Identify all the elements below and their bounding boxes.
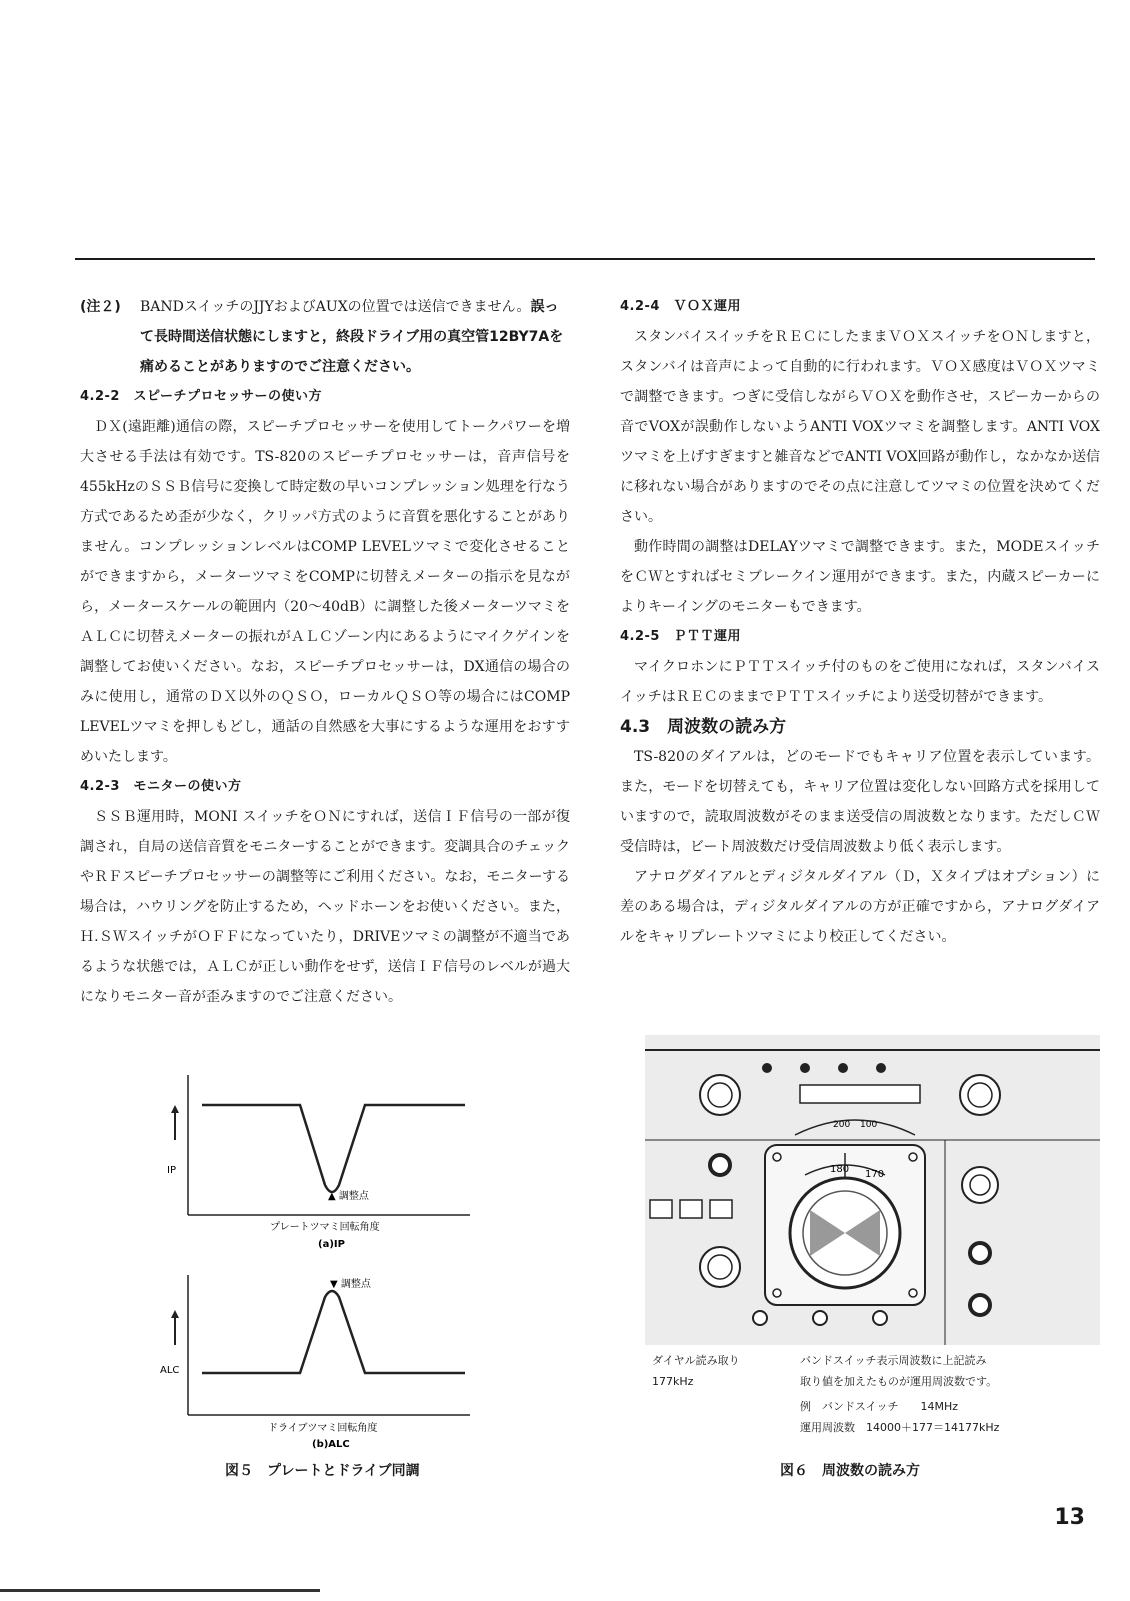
dial-170: 170 xyxy=(865,1169,885,1180)
figure-5 xyxy=(160,1075,480,1485)
scale-100: 100 xyxy=(860,1120,878,1130)
knob-right-a xyxy=(970,1243,990,1263)
figure-6-caption: 図６ 周波数の読み方 xyxy=(780,1463,920,1479)
alc-x-label: ドライブツマミ回転角度 xyxy=(268,1423,378,1434)
ip-adjust-marker: ▲ 調整点 xyxy=(328,1191,369,1202)
example-label: 例 バンドスイッチ xyxy=(800,1400,899,1413)
knob-small-left xyxy=(710,1155,730,1175)
dial-reading xyxy=(652,1350,740,1392)
alc-adjust-marker: ▼ 調整点 xyxy=(330,1279,371,1290)
switch-2 xyxy=(680,1200,702,1218)
bottom-edge xyxy=(0,1589,320,1592)
left-column xyxy=(80,292,570,1012)
ip-x-label: プレートツマミ回転角度 xyxy=(270,1222,380,1233)
body-4-3-p2: アナログダイアルとディジタルダイアル（Ｄ，Ｘタイプはオプション）に差のある場合は，ディジタルダイアルの方が正確ですから，アナログダイアルをキャリプレートツマミにより校正してください。 xyxy=(620,869,1100,945)
note-text: BANDスイッチのJJYおよびAUXの位置では送信できません。 xyxy=(140,299,531,315)
frequency-note-line2: 取り値を加えたものが運用周波数です。 xyxy=(800,1375,998,1388)
ip-y-label: IP xyxy=(167,1165,176,1176)
frequency-note-line1: バンドスイッチ表示周波数に上記読み xyxy=(800,1354,987,1367)
heading-4-2-2: 4.2-2 スピーチプロセッサーの使い方 xyxy=(80,389,322,404)
note-warning: 誤って長時間送信状態にしますと，終段ドライブ用の真空管12BY7Aを痛めることがありますのでご注意ください。 xyxy=(140,299,564,375)
lamp-3 xyxy=(838,1063,848,1073)
body-4-2-4-p2: 動作時間の調整はDELAYツマミで調整できます。また，MODEスイッチをＣＷとすればセミブレークイン運用ができます。また，内蔵スピーカーによりキーイングのモニターもできます。 xyxy=(620,539,1100,615)
note-label: (注２) xyxy=(80,299,121,315)
lamp-4 xyxy=(876,1063,886,1073)
top-rule xyxy=(75,258,1095,260)
body-4-2-2: ＤＸ(遠距離)通信の際，スピーチプロセッサーを使用してトークパワーを増大させる手法は有効です。TS-820のスピーチプロセッサーは，音声信号を455kHzのＳＳＢ信号に変換して時定数の早いコンプレッション処理を行なう方式であるため歪が少なく，クリッパ方式のように音質を悪化することがありません。コンプレッションレベルはCOMP LEVELツマミで変化させることができますから，メーターツマミをCOMPに切替えメーターの指示を見ながら，メータースケールの範囲内（20～40dB）に調整した後メーターツマミをＡＬＣに切替えメーターの振れがＡＬＣゾーン内にあるようにマイクゲインを調整してお使いください。なお，スピーチプロセッサーは，DX通信の場合のみに使用し，通常のＤＸ以外のＱＳＯ，ローカルＱＳＯ等の場合にはCOMP LEVELツマミを押しもどし，通話の自然感を大事にするような運用をおすすめいたします。 xyxy=(80,419,570,765)
page-number: 13 xyxy=(1054,1505,1085,1530)
lamp-1 xyxy=(762,1063,772,1073)
alc-curve xyxy=(202,1291,465,1373)
heading-4-3: 4.3 周波数の読み方 xyxy=(620,717,787,737)
knob-right-b xyxy=(970,1295,990,1315)
body-4-3-p1: TS-820のダイアルは，どのモードでもキャリア位置を表示しています。また，モードを切替えても，キャリア位置は変化しない回路方式を採用していますので，読取周波数がそのまま送受信の周波数となります。ただしＣＷ受信時は，ビート周波数だけ受信周波数より低く表示します。 xyxy=(620,749,1100,855)
switch-3 xyxy=(710,1200,732,1218)
figure-6-panel xyxy=(645,1035,1100,1345)
body-4-2-3: ＳＳＢ運用時，MONI スイッチをＯＮにすれば，送信ＩＦ信号の一部が復調され，自局の送信音質をモニターすることができます。変調具合のチェックやＲＦスピーチプロセッサーの調整等にご利用ください。なお，モニターする場合は，ハウリングを防止するため，ヘッドホーンをお使いください。また，Ｈ.ＳＷスイッチがＯＦＦになっていたり，DRIVEツマミの調整が不適当であるような状態では，ＡＬＣが正しい動作をせず，送信ＩＦ信号のレベルが過大になりモニター音が歪みますのでご注意ください。 xyxy=(80,809,570,1005)
alc-y-label: ALC xyxy=(160,1365,180,1376)
heading-4-2-3: 4.2-3 モニターの使い方 xyxy=(80,779,242,794)
example-calculation: 運用周波数 14000＋177＝14177kHz xyxy=(800,1421,1000,1434)
heading-4-2-4: 4.2-4 ＶＯＸ運用 xyxy=(620,299,741,314)
ip-subcaption: (a)IP xyxy=(318,1239,345,1250)
dial-reading-value: 177kHz xyxy=(652,1375,694,1388)
dial-reading-label: ダイヤル読み取り xyxy=(652,1354,740,1367)
figure-6 xyxy=(645,1035,1100,1345)
figure-5-diagrams xyxy=(160,1075,480,1485)
figure-5-caption: 図５ プレートとドライブ同調 xyxy=(225,1463,420,1479)
ip-curve xyxy=(202,1105,465,1192)
note-2 xyxy=(80,292,570,382)
switch-1 xyxy=(650,1200,672,1218)
body-4-2-4-p1: スタンバイスイッチをＲＥＣにしたままＶＯＸスイッチをＯＮしますと，スタンバイは音声によって自動的に行われます。ＶＯＸ感度はＶＯＸツマミで調整できます。つぎに受信しながらＶＯＸを動作させ，スピーカーからの音でVOXが誤動作しないようANTI VOXツマミを調整します。ANTI VOXツマミを上げすぎますと雑音などでANTI VOX回路が動作し，なかなか送信に移れない場合がありますのでその点に注意してツマミの位置を決めてください。 xyxy=(620,329,1100,525)
right-column xyxy=(620,292,1100,952)
dial-180: 180 xyxy=(830,1164,850,1175)
example-band: 14MHz xyxy=(920,1400,958,1413)
alc-subcaption: (b)ALC xyxy=(312,1439,350,1450)
body-4-2-5: マイクロホンにＰＴＴスイッチ付のものをご使用になれば，スタンバイスイッチはＲＥＣのままでＰＴＴスイッチにより送受切替ができます。 xyxy=(620,659,1100,705)
lamp-2 xyxy=(800,1063,810,1073)
frequency-note xyxy=(800,1350,999,1438)
scale-200: 200 xyxy=(833,1120,851,1130)
ip-arrow-head xyxy=(171,1105,179,1113)
meter-window xyxy=(800,1085,920,1103)
alc-arrow-head xyxy=(171,1310,179,1318)
heading-4-2-5: 4.2-5 ＰＴＴ運用 xyxy=(620,629,741,644)
